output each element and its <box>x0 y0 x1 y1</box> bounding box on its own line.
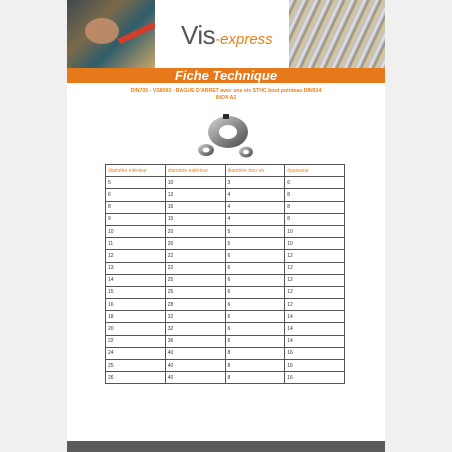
table-cell: 16 <box>285 372 345 384</box>
table-row <box>106 335 345 347</box>
section-banner: Fiche Technique <box>67 68 385 83</box>
table-row <box>106 177 345 189</box>
table-cell: 12 <box>285 262 345 274</box>
table-cell: 25 <box>165 286 225 298</box>
table-cell: 10 <box>285 238 345 250</box>
table-cell: 13 <box>106 262 166 274</box>
set-screw-shape <box>223 114 229 119</box>
header-screw-hole: diamètre trou vis <box>225 165 285 177</box>
table-row <box>106 372 345 384</box>
table-cell: 22 <box>165 250 225 262</box>
table-cell: 40 <box>165 360 225 372</box>
table-cell: 12 <box>285 286 345 298</box>
hand-shape <box>85 18 119 44</box>
table-cell: 12 <box>285 250 345 262</box>
table-cell: 14 <box>106 274 166 286</box>
product-title-line2: INOX A2 <box>215 95 237 101</box>
table-cell: 4 <box>225 189 285 201</box>
header-outer-diameter: diamètre extérieur <box>165 165 225 177</box>
table-cell: 8 <box>225 347 285 359</box>
table-cell: 3 <box>225 177 285 189</box>
large-ring-hole <box>219 125 237 139</box>
table-cell: 6 <box>225 262 285 274</box>
table-row <box>106 311 345 323</box>
table-cell: 6 <box>225 323 285 335</box>
header <box>67 0 385 68</box>
product-title <box>87 88 365 102</box>
table-cell: 36 <box>165 335 225 347</box>
table-cell: 12 <box>285 274 345 286</box>
table-cell: 40 <box>165 347 225 359</box>
table-row <box>106 360 345 372</box>
document-page <box>67 0 385 452</box>
table-cell: 6 <box>285 177 345 189</box>
header-thickness: épaisseur <box>285 165 345 177</box>
screwdriver-shape <box>118 22 157 44</box>
table-cell: 20 <box>106 323 166 335</box>
table-cell: 10 <box>106 225 166 237</box>
table-cell: 25 <box>106 360 166 372</box>
table-cell: 8 <box>285 201 345 213</box>
table-cell: 6 <box>225 250 285 262</box>
table-cell: 6 <box>106 189 166 201</box>
table-cell: 40 <box>165 372 225 384</box>
header-inner-diameter: diamètre intérieur <box>106 165 166 177</box>
table-cell: 5 <box>225 238 285 250</box>
table-cell: 15 <box>106 286 166 298</box>
table-row <box>106 286 345 298</box>
table-cell: 8 <box>106 201 166 213</box>
table-cell: 26 <box>106 372 166 384</box>
table-row <box>106 189 345 201</box>
table-cell: 12 <box>106 250 166 262</box>
product-title-line1: DIN705 - VS8093 - BAGUE D'ARRET avec une vis STHC bout pointeau DIN914 <box>130 88 322 94</box>
table-row <box>106 347 345 359</box>
table-cell: 14 <box>285 311 345 323</box>
table-header-row <box>106 165 345 177</box>
table-row <box>106 213 345 225</box>
table-cell: 32 <box>165 311 225 323</box>
spec-table <box>105 164 345 384</box>
table-cell: 5 <box>106 177 166 189</box>
table-cell: 28 <box>165 299 225 311</box>
table-cell: 6 <box>225 335 285 347</box>
table-row <box>106 274 345 286</box>
table-cell: 16 <box>165 201 225 213</box>
table-cell: 25 <box>165 274 225 286</box>
brand-area <box>155 0 289 68</box>
table-cell: 4 <box>225 213 285 225</box>
table-cell: 24 <box>106 347 166 359</box>
table-cell: 8 <box>225 372 285 384</box>
small-ring-left-hole <box>203 148 210 153</box>
table-cell: 16 <box>285 347 345 359</box>
table-row <box>106 225 345 237</box>
table-cell: 9 <box>106 213 166 225</box>
table-row <box>106 201 345 213</box>
brand-logo <box>181 20 273 51</box>
table-cell: 22 <box>106 335 166 347</box>
table-cell: 4 <box>225 201 285 213</box>
table-row <box>106 250 345 262</box>
table-cell: 10 <box>285 225 345 237</box>
table-cell: 8 <box>225 360 285 372</box>
header-photo-tools <box>67 0 155 68</box>
table-cell: 12 <box>165 189 225 201</box>
table-cell: 15 <box>165 213 225 225</box>
table-row <box>106 262 345 274</box>
table-cell: 18 <box>106 311 166 323</box>
table-cell: 6 <box>225 299 285 311</box>
table-cell: 6 <box>225 286 285 298</box>
small-ring-right-hole <box>243 150 249 154</box>
table-cell: 32 <box>165 323 225 335</box>
table-cell: 16 <box>285 360 345 372</box>
table-cell: 20 <box>165 238 225 250</box>
table-row <box>106 238 345 250</box>
table-cell: 5 <box>225 225 285 237</box>
product-image <box>190 110 262 162</box>
table-cell: 6 <box>225 311 285 323</box>
table-cell: 16 <box>106 299 166 311</box>
table-cell: 20 <box>165 225 225 237</box>
table-cell: 14 <box>285 323 345 335</box>
footer-bar <box>67 441 385 452</box>
table-row <box>106 323 345 335</box>
table-cell: 11 <box>106 238 166 250</box>
table-cell: 22 <box>165 262 225 274</box>
table-cell: 8 <box>285 189 345 201</box>
table-cell: 6 <box>225 274 285 286</box>
table-cell: 8 <box>285 213 345 225</box>
logo-main-text: Vis <box>181 20 216 50</box>
table-cell: 12 <box>285 299 345 311</box>
table-row <box>106 299 345 311</box>
logo-suffix-text: -express <box>215 31 273 48</box>
table-cell: 10 <box>165 177 225 189</box>
header-photo-screws <box>289 0 385 68</box>
table-cell: 14 <box>285 335 345 347</box>
